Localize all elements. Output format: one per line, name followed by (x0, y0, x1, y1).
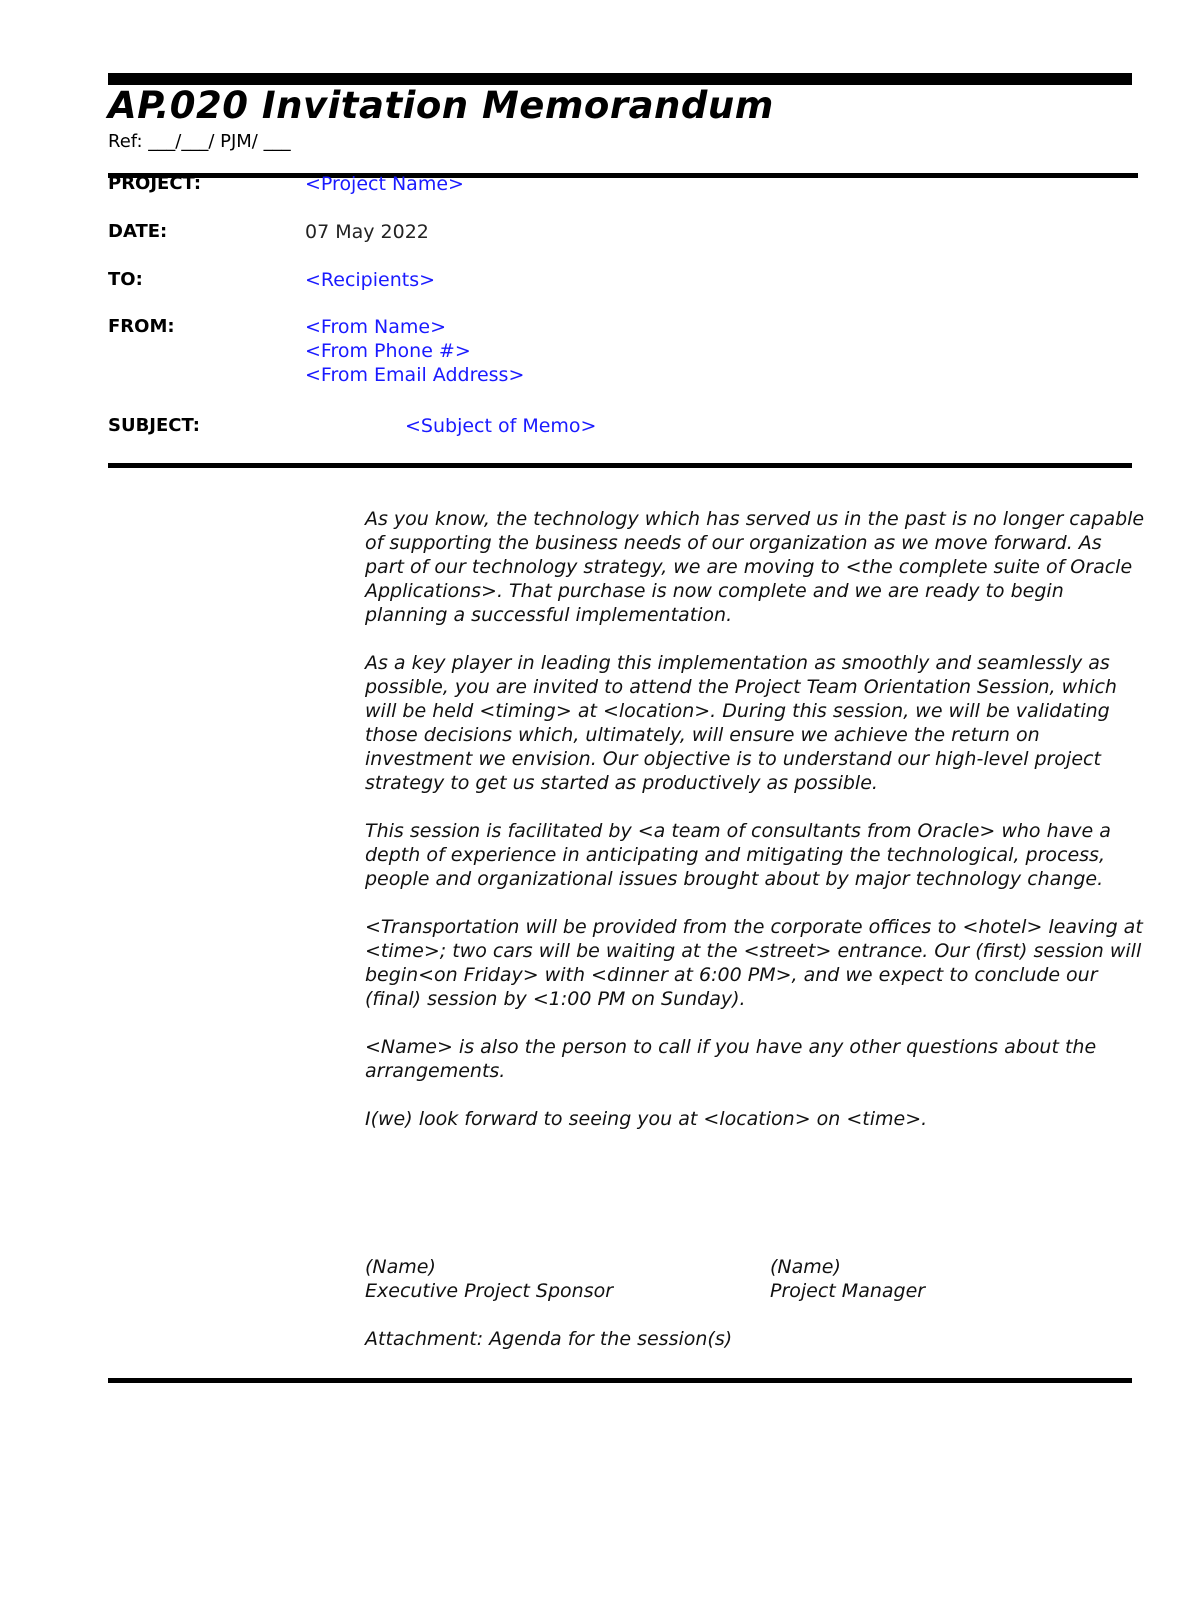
attachment-note: Attachment: Agenda for the session(s) (365, 1328, 733, 1350)
project-value: <Project Name> (305, 173, 464, 195)
body-paragraph-6: I(we) look forward to seeing you at <location> on <time>. (365, 1108, 928, 1130)
to-value: <Recipients> (305, 269, 436, 291)
subject-label: SUBJECT: (108, 415, 200, 436)
body-paragraph-5: <Name> is also the person to call if you have any other questions about the arrangements. (365, 1036, 1097, 1082)
body-paragraph-3: This session is facilitated by <a team of consultants from Oracle> who have a depth of experience in anticipating and mitigating the technological, process, people and organizational issues brought about by major technology change. (365, 820, 1111, 890)
to-label: TO: (108, 269, 143, 290)
from-label: FROM: (108, 316, 175, 337)
from-phone: <From Phone #> (305, 340, 471, 362)
fields-rule (108, 463, 1132, 468)
body-paragraph-4: <Transportation will be provided from the corporate offices to <hotel> leaving at <time>; two cars will be waiting at the <street> entrance. Our (first) session will begin<on Friday> with <dinner at 6:00 PM>, and we expect to conclude our (final) session by <1:00 PM on Sunday). (365, 916, 1143, 1010)
document-title: AP.020 Invitation Memorandum (108, 84, 774, 127)
date-value: 07 May 2022 (305, 221, 429, 243)
reference-line: Ref: ___/___/ PJM/ ___ (108, 131, 291, 152)
header-rule (108, 173, 1138, 178)
from-name: <From Name> (305, 316, 447, 338)
date-label: DATE: (108, 221, 168, 242)
from-email: <From Email Address> (305, 364, 525, 386)
body-paragraph-2: As a key player in leading this implementation as smoothly and seamlessly as possible, you are invited to attend the Project Team Orientation Session, which will be held <timing> at <location>. During this session, we will be validating those decisions which, ultimately, will ensure we achieve the return on investment we envision. Our objective is to understand our high-level project strategy to get us started as productively as possible. (365, 652, 1117, 794)
project-label: PROJECT: (108, 173, 202, 194)
memo-body (365, 507, 1145, 1155)
sponsor-name: (Name) (365, 1256, 436, 1278)
sponsor-title: Executive Project Sponsor (365, 1280, 614, 1302)
bottom-rule (108, 1378, 1132, 1383)
manager-title: Project Manager (770, 1280, 926, 1302)
manager-name: (Name) (770, 1256, 841, 1278)
subject-value: <Subject of Memo> (405, 415, 597, 437)
body-paragraph-1: As you know, the technology which has served us in the past is no longer capable of supporting the business needs of our organization as we move forward. As part of our technology strategy, we are moving to <the complete suite of Oracle Applications>. That purchase is now complete and we are ready to begin planning a successful implementation. (365, 508, 1145, 626)
